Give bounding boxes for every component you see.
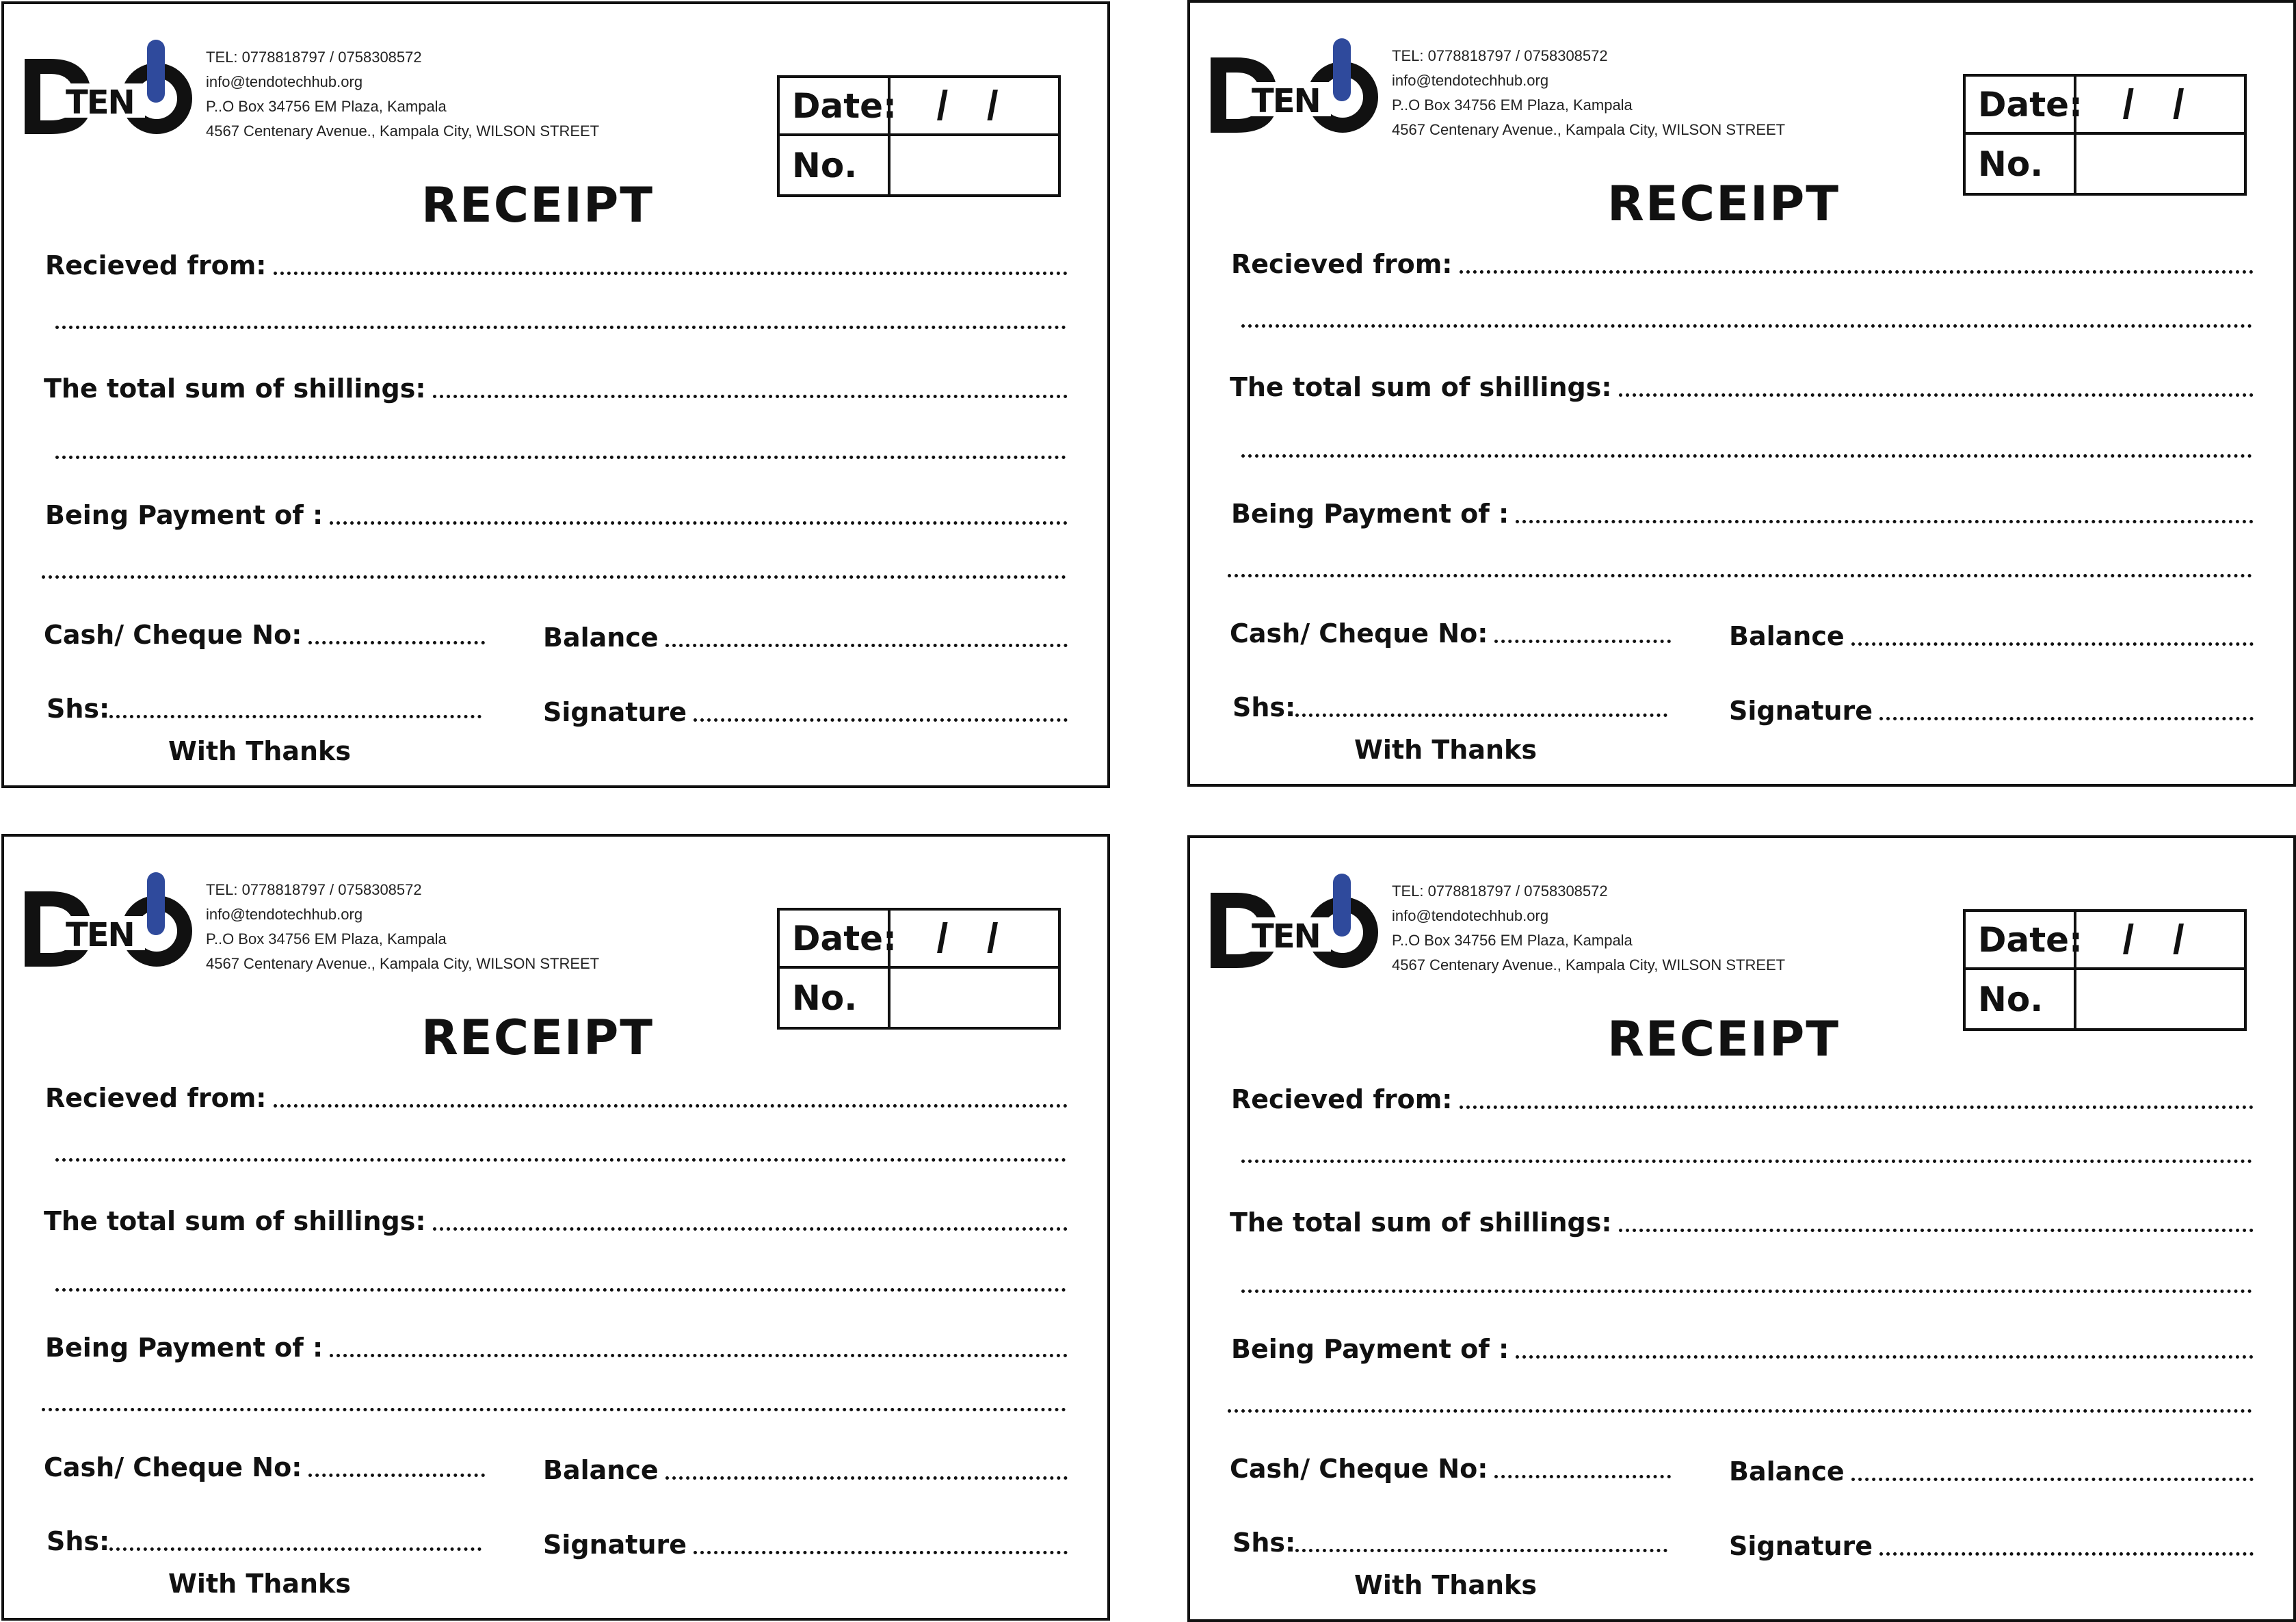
date-row[interactable] [1966,77,2244,135]
cash-cheque-field[interactable] [44,1452,485,1482]
with-thanks-text: With Thanks [1354,735,1537,765]
contact-box: P..O Box 34756 EM Plaza, Kampala [206,98,447,115]
tendo-logo-graphic [1209,872,1380,975]
contact-box: P..O Box 34756 EM Plaza, Kampala [206,930,447,947]
tendo-logo-graphic [23,38,194,141]
being-payment-label: Being Payment of : [45,1333,324,1363]
receipt-title: RECEIPT [1607,1011,1840,1067]
with-thanks-text: With Thanks [168,1569,351,1599]
shs-label: Shs: [47,694,110,724]
being-payment-label: Being Payment of : [45,500,324,530]
cash-cheque-field[interactable] [1230,1454,1671,1484]
with-thanks-text: With Thanks [168,736,351,766]
contact-email: info@tendotechhub.org [206,906,363,923]
contact-address: 4567 Centenary Avenue., Kampala City, WILSON STREET [1392,956,1786,973]
signature-label: Signature [543,697,687,727]
receipt-card [1,834,1110,1621]
contact-address: 4567 Centenary Avenue., Kampala City, WILSON STREET [206,122,600,140]
shs-label: Shs: [47,1526,110,1556]
total-sum-line-2[interactable] [1241,454,2252,458]
total-sum-label: The total sum of shillings: [1230,1207,1612,1238]
received-from-line-2[interactable] [1241,1160,2252,1163]
date-label: Date: [792,86,897,126]
contact-email: info@tendotechhub.org [206,73,363,90]
cash-cheque-label: Cash/ Cheque No: [44,1452,302,1482]
contact-tel: TEL: 0778818797 / 0758308572 [206,881,422,898]
contact-tel: TEL: 0778818797 / 0758308572 [206,49,422,66]
date-label: Date: [1978,84,2083,125]
received-from-label: Recieved from: [1231,249,1453,279]
tendo-logo [23,38,194,141]
received-from-field[interactable] [1231,1084,2254,1114]
total-sum-line-2[interactable] [55,1288,1066,1292]
balance-field[interactable] [543,1455,1068,1485]
signature-field[interactable] [543,697,1068,727]
svg-text:TEN: TEN [66,916,134,954]
being-payment-field[interactable] [45,500,1068,530]
shs-field[interactable] [1232,692,1667,722]
signature-field[interactable] [1729,1531,2254,1561]
signature-field[interactable] [1729,696,2254,726]
date-row[interactable] [780,911,1058,969]
shs-field[interactable] [47,1526,481,1556]
signature-label: Signature [1729,696,1873,726]
date-label: Date: [792,918,897,958]
total-sum-line-2[interactable] [55,456,1066,459]
date-row[interactable] [780,78,1058,136]
receipt-title: RECEIPT [1607,176,1840,232]
contact-address: 4567 Centenary Avenue., Kampala City, WILSON STREET [206,955,600,972]
date-value[interactable]: / / [2122,81,2198,127]
total-sum-label: The total sum of shillings: [1230,372,1612,402]
signature-label: Signature [543,1530,687,1560]
with-thanks-text: With Thanks [1354,1570,1537,1600]
received-from-field[interactable] [1231,249,2254,279]
cash-cheque-label: Cash/ Cheque No: [1230,618,1488,649]
signature-label: Signature [1729,1531,1873,1561]
being-payment-line-2[interactable] [42,1408,1066,1411]
received-from-label: Recieved from: [45,1083,267,1113]
shs-label: Shs: [1232,1528,1296,1558]
tendo-logo [23,871,194,973]
being-payment-field[interactable] [1231,499,2254,529]
total-sum-field[interactable] [44,1206,1068,1236]
cash-cheque-label: Cash/ Cheque No: [44,620,302,650]
received-from-field[interactable] [45,250,1068,280]
balance-field[interactable] [1729,1456,2254,1487]
received-from-line-2[interactable] [55,1158,1066,1162]
received-from-line-2[interactable] [1241,324,2252,328]
being-payment-label: Being Payment of : [1231,1334,1509,1364]
total-sum-field[interactable] [1230,1207,2254,1238]
balance-label: Balance [543,623,659,653]
number-label: No. [792,145,858,185]
balance-label: Balance [543,1455,659,1485]
tendo-logo [1209,872,1380,975]
contact-tel: TEL: 0778818797 / 0758308572 [1392,882,1608,900]
balance-field[interactable] [1729,621,2254,651]
contact-block [1392,879,1785,978]
shs-field[interactable] [1232,1528,1667,1558]
tendo-logo-graphic [1209,37,1380,140]
received-from-label: Recieved from: [1231,1084,1453,1114]
receipt-card [1,1,1110,788]
date-row[interactable] [1966,912,2244,970]
received-from-field[interactable] [45,1083,1068,1113]
total-sum-field[interactable] [44,374,1068,404]
shs-field[interactable] [47,694,481,724]
contact-block [1392,44,1785,142]
signature-field[interactable] [543,1530,1068,1560]
date-value[interactable]: / / [936,83,1012,129]
being-payment-field[interactable] [45,1333,1068,1363]
contact-box: P..O Box 34756 EM Plaza, Kampala [1392,932,1633,949]
total-sum-line-2[interactable] [1241,1290,2252,1293]
receipt-title: RECEIPT [421,177,654,233]
date-value[interactable]: / / [936,915,1012,961]
receipt-title: RECEIPT [421,1010,654,1066]
total-sum-label: The total sum of shillings: [44,374,426,404]
received-from-line-2[interactable] [55,326,1066,329]
being-payment-line-2[interactable] [1228,574,2252,577]
shs-label: Shs: [1232,692,1296,722]
total-sum-field[interactable] [1230,372,2254,402]
received-from-label: Recieved from: [45,250,267,280]
contact-block [206,45,599,144]
contact-block [206,878,599,976]
balance-field[interactable] [543,623,1068,653]
being-payment-label: Being Payment of : [1231,499,1509,529]
svg-text:TEN: TEN [1252,82,1320,120]
being-payment-field[interactable] [1231,1334,2254,1364]
receipt-card [1187,0,2296,787]
cash-cheque-field[interactable] [1230,618,1671,649]
number-label: No. [1978,144,2044,184]
receipt-card [1187,835,2296,1622]
tendo-logo [1209,37,1380,140]
date-label: Date: [1978,919,2083,960]
balance-label: Balance [1729,621,1845,651]
number-label: No. [1978,979,2044,1019]
svg-text:TEN: TEN [66,83,134,122]
being-payment-line-2[interactable] [42,575,1066,579]
number-label: No. [792,978,858,1018]
tendo-logo-graphic [23,871,194,973]
contact-email: info@tendotechhub.org [1392,907,1549,924]
cash-cheque-label: Cash/ Cheque No: [1230,1454,1488,1484]
cash-cheque-field[interactable] [44,620,485,650]
being-payment-line-2[interactable] [1228,1409,2252,1413]
total-sum-label: The total sum of shillings: [44,1206,426,1236]
contact-address: 4567 Centenary Avenue., Kampala City, WILSON STREET [1392,121,1786,138]
balance-label: Balance [1729,1456,1845,1487]
svg-text:TEN: TEN [1252,917,1320,956]
contact-box: P..O Box 34756 EM Plaza, Kampala [1392,96,1633,114]
contact-email: info@tendotechhub.org [1392,72,1549,89]
date-value[interactable]: / / [2122,917,2198,963]
contact-tel: TEL: 0778818797 / 0758308572 [1392,47,1608,64]
